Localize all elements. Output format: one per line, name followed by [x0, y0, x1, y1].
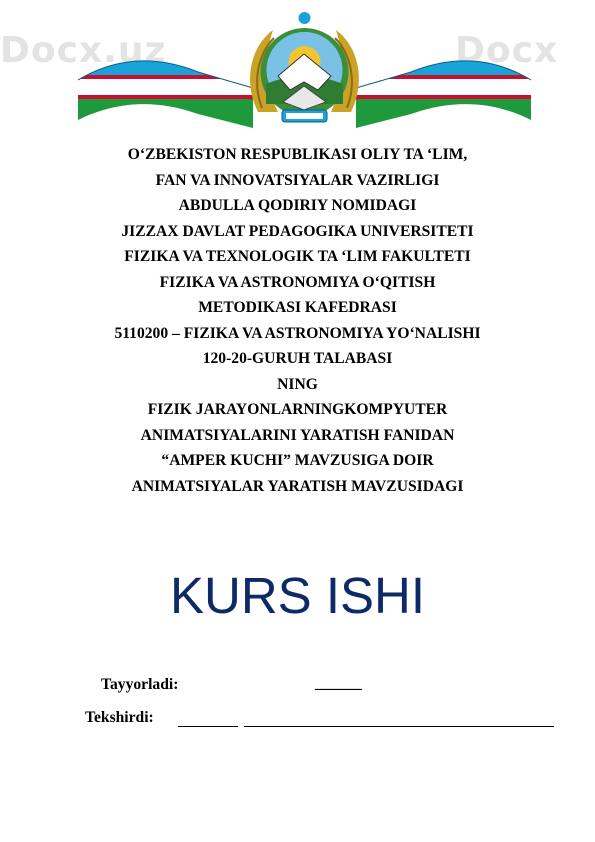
- flag-ribbon-left: [78, 42, 258, 134]
- checked-by-blank: [178, 726, 238, 727]
- heading-line: FIZIKA VA ASTRONOMIYA O‘QITISH: [159, 273, 436, 291]
- heading-block: [40, 142, 555, 499]
- heading-line: 5110200 – FIZIKA VA ASTRONOMIYA YO‘NALISHI: [114, 324, 481, 342]
- heading-line: FIZIK JARAYONLARNINGKOMPYUTER: [147, 401, 448, 418]
- heading-line: JIZZAX DAVLAT PEDAGOGIKA UNIVERSITETI: [121, 222, 474, 240]
- flag-ribbon-right: [348, 42, 531, 134]
- heading-line: “AMPER KUCHI” MAVZUSIGA DOIR: [161, 452, 434, 469]
- checked-by-label: Tekshirdi:: [85, 709, 154, 726]
- heading-line: ABDULLA QODIRIY NOMIDAGI: [178, 197, 417, 214]
- watermark-right: Docx: [455, 30, 559, 71]
- heading-line: FAN VA INNOVATSIYALAR VAZIRLIGI: [155, 171, 440, 189]
- heading-line: NING: [277, 375, 318, 393]
- heading-line: O‘ZBEKISTON RESPUBLIKASI OLIY TA ‘LIM,: [127, 146, 468, 163]
- heading-line: FIZIKA VA TEXNOLOGIK TA ‘LIM FAKULTETI: [124, 248, 471, 265]
- watermark-left: Docx.uz: [0, 30, 167, 71]
- heading-line: ANIMATSIYALARINI YARATISH FANIDAN: [140, 426, 455, 444]
- document-title: KURS ISHI: [169, 567, 426, 624]
- heading-line: METODIKASI KAFEDRASI: [198, 299, 397, 316]
- heading-line: 120-20-GURUH TALABASI: [202, 350, 393, 367]
- prepared-by-blank: ______: [315, 675, 362, 692]
- state-emblem: [78, 12, 531, 134]
- coat-of-arms: [250, 12, 359, 122]
- heading-line: ANIMATSIYALAR YARATISH MAVZUSIDAGI: [131, 477, 464, 495]
- checked-by-blank-long: [244, 726, 554, 727]
- prepared-by-label: Tayyorladi:: [101, 676, 179, 693]
